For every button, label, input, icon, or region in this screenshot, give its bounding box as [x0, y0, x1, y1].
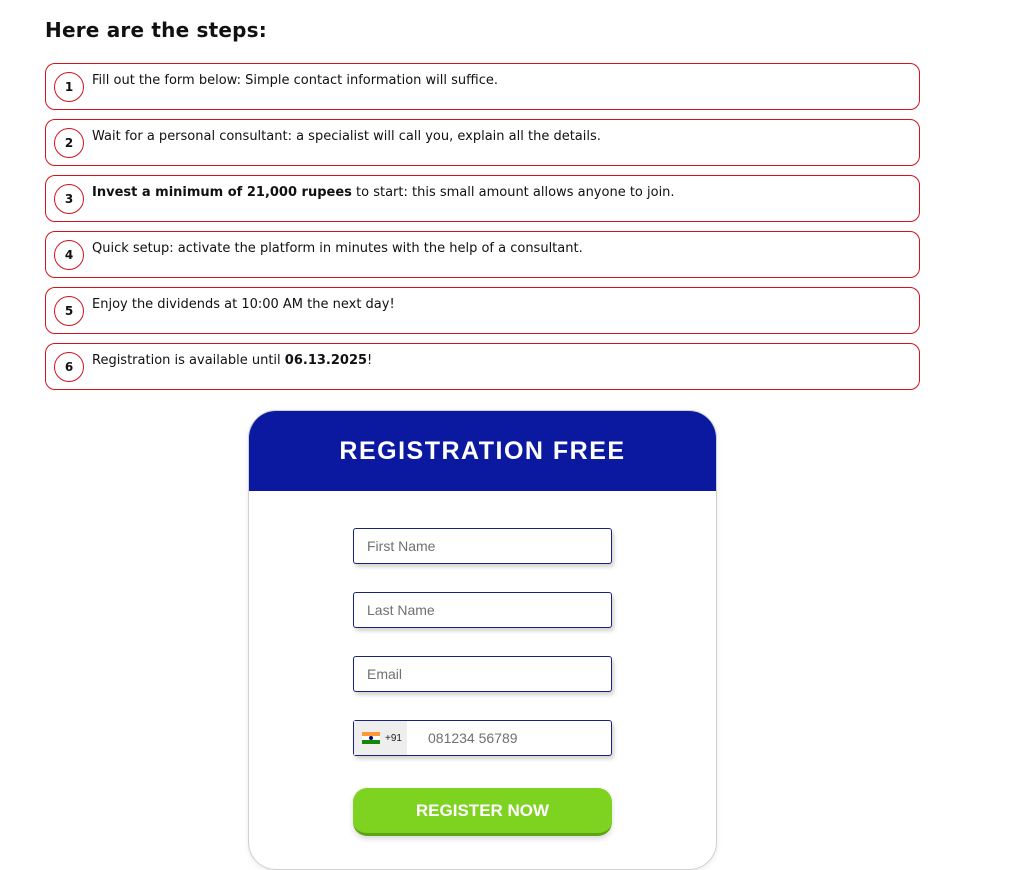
india-flag-icon — [362, 732, 380, 744]
phone-input[interactable] — [407, 721, 611, 755]
phone-field — [353, 720, 612, 756]
step-item — [45, 231, 920, 278]
step-text-bold: 06.13.2025 — [284, 353, 368, 368]
steps-list — [45, 63, 920, 399]
step-text-post: ! — [367, 353, 373, 368]
email-input[interactable] — [353, 656, 612, 692]
country-selector[interactable] — [354, 721, 407, 755]
step-number: 2 — [54, 128, 84, 158]
registration-card — [248, 410, 717, 870]
step-text — [92, 129, 601, 144]
last-name-input[interactable] — [353, 592, 612, 628]
step-text-post: to start: this small amount allows anyone to join. — [351, 185, 675, 200]
step-number: 6 — [54, 352, 84, 382]
dial-code: +91 — [385, 732, 402, 744]
step-text — [92, 241, 583, 256]
register-now-button[interactable]: REGISTER NOW — [353, 788, 612, 836]
step-item — [45, 175, 920, 222]
step-text — [92, 353, 372, 368]
step-text-post: Fill out the form below: Simple contact information will suffice. — [92, 73, 499, 88]
steps-heading: Here are the steps: — [45, 18, 267, 42]
step-item — [45, 119, 920, 166]
registration-header — [249, 411, 716, 491]
first-name-input[interactable] — [353, 528, 612, 564]
step-number: 1 — [54, 72, 84, 102]
step-text — [92, 73, 498, 88]
step-number: 4 — [54, 240, 84, 270]
step-item — [45, 63, 920, 110]
step-number: 3 — [54, 184, 84, 214]
step-text-pre: Registration is available until — [92, 353, 285, 368]
step-text-bold: Invest a minimum of 21,000 rupees — [92, 185, 352, 200]
step-text-post: Enjoy the dividends at 10:00 AM the next day! — [92, 297, 395, 312]
step-text — [92, 185, 675, 200]
step-text — [92, 297, 395, 312]
step-item — [45, 287, 920, 334]
step-text-post: Wait for a personal consultant: a specialist will call you, explain all the details. — [92, 129, 601, 144]
registration-title: REGISTRATION FREE — [339, 436, 626, 465]
step-text-post: Quick setup: activate the platform in minutes with the help of a consultant. — [92, 241, 583, 256]
step-number: 5 — [54, 296, 84, 326]
step-item — [45, 343, 920, 390]
